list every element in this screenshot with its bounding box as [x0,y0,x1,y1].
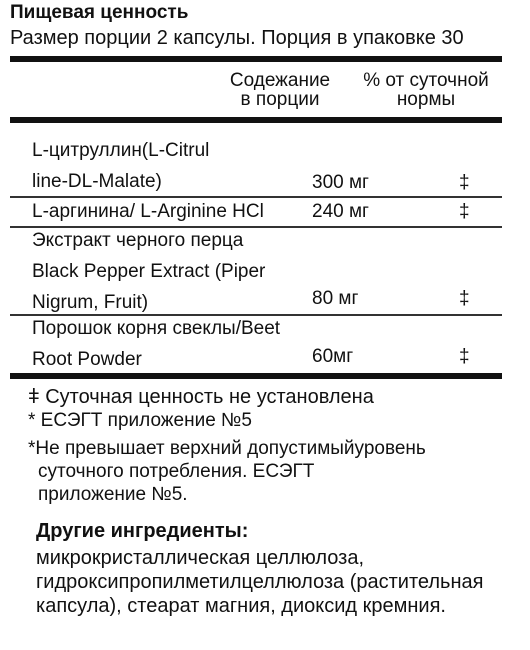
amount-header-line: Содежание [229,70,331,91]
top-thick-rule [10,56,502,62]
daily-header-line: нормы [396,89,456,110]
daily-value-mark: ‡ [459,172,470,193]
nutrition-title: Пищевая ценность [10,2,189,23]
daily-value-mark: ‡ [459,346,470,367]
ingredient-name-line: Nigrum, Fruit) [32,292,149,313]
ingredient-amount: 60мг [312,346,354,367]
ingredient-name [32,313,280,375]
ingredient-name-line: Порошок корня свеклы/Beet [32,318,281,339]
ingredient-name-line: L-цитруллин(L-Citrul [32,140,210,161]
footnote-line: суточного потребления. ЕСЭГТ [38,461,315,482]
other-ingredients-title: Другие ингредиенты: [36,520,249,542]
other-ingredients-text: микрокристаллическая целлюлоза, гидроксипропилметилцеллюлоза (растительная капсула), стеарат магния, диоксид кремния. [36,547,484,617]
ingredient-name: L-аргинина/ L-Arginine HCl [32,201,264,222]
ingredient-name-line: Black Pepper Extract (Piper [32,261,266,282]
bottom-thick-rule [10,373,502,379]
ingredient-name [32,225,265,318]
serving-size: Размер порции 2 капсулы. Порция в упаковке 30 [10,27,464,49]
amount-column-header [215,71,345,109]
amount-header-line: в порции [240,89,320,110]
ingredient-amount: 300 мг [312,172,369,193]
daily-header-line: % от суточной [363,70,489,91]
ingredient-amount: 80 мг [312,288,359,309]
header-thick-rule [10,117,502,123]
daily-column-header [350,71,502,109]
footnote-esegt: * ЕСЭГТ приложение №5 [28,410,252,431]
ingredient-name [32,135,209,197]
ingredient-name-line: Экстракт черного перца [32,230,244,251]
footnote-daily-value: ǂ Суточная ценность не установлена [28,386,374,408]
footnote-line: *Не превышает верхний допустимыйуровень [28,438,426,459]
ingredient-name-line: Root Powder [32,349,142,370]
footnote-upper-limit [28,437,426,506]
daily-value-mark: ‡ [459,288,470,309]
footnote-line: приложение №5. [38,484,188,505]
daily-value-mark: ‡ [459,201,470,222]
ingredient-amount: 240 мг [312,201,369,222]
ingredient-name-line: line-DL-Malate) [32,171,162,192]
